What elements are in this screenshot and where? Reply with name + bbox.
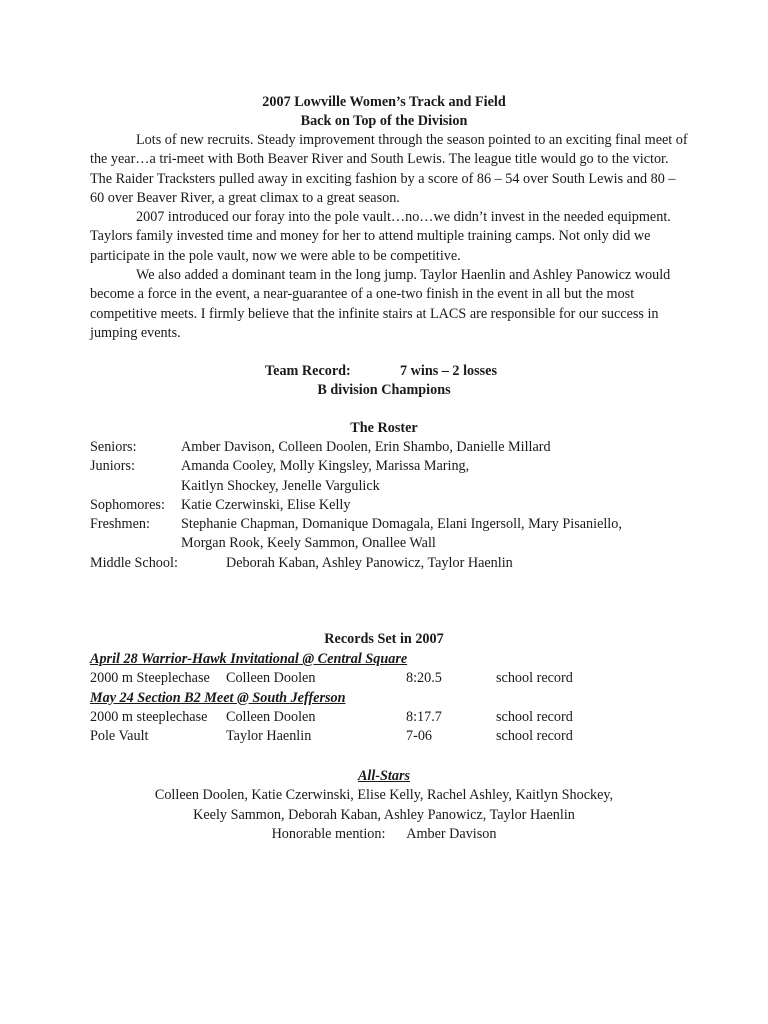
title-line-2: Back on Top of the Division <box>300 113 468 130</box>
records-list <box>90 650 690 746</box>
class-names: Deborah Kaban, Ashley Panowicz, Taylor Haenlin <box>226 554 513 571</box>
record-row <box>90 708 690 727</box>
honorable-mention <box>0 825 768 844</box>
class-names: Stephanie Chapman, Domanique Domagala, Elani Ingersoll, Mary Pisaniello, <box>181 516 622 533</box>
team-summary <box>0 362 768 401</box>
roster-row-sophomores <box>90 496 690 515</box>
meet-heading: May 24 Section B2 Meet @ South Jefferson <box>90 689 346 706</box>
record-mark: 8:17.7 <box>406 708 442 725</box>
intro-paragraph: 2007 introduced our foray into the pole vault…no…we didn’t invest in the needed equipment. Taylors family invested time and money for her to attend multiple training camps. Not only did we participate in the pole vault, now we were able to be competitive. <box>90 209 671 264</box>
class-names: Morgan Rook, Keely Sammon, Onallee Wall <box>181 535 436 552</box>
record-note: school record <box>496 728 573 745</box>
roster-title: The Roster <box>350 420 418 436</box>
team-record-value: 7 wins – 2 losses <box>400 363 497 379</box>
roster-row-middle-school <box>90 554 690 573</box>
class-label: Middle School: <box>90 554 178 571</box>
roster-row-juniors-cont <box>90 477 690 496</box>
roster-row-freshmen-cont <box>90 534 690 553</box>
team-record-label: Team Record: <box>265 363 351 379</box>
records-title: Records Set in 2007 <box>324 631 444 647</box>
roster-list <box>90 438 690 573</box>
all-stars-line: Keely Sammon, Deborah Kaban, Ashley Panowicz, Taylor Haenlin <box>193 806 575 823</box>
roster-row-freshmen <box>90 515 690 534</box>
meet-heading: April 28 Warrior-Hawk Invitational @ Central Square <box>90 651 408 667</box>
roster-row-seniors <box>90 438 690 457</box>
honorable-mention-label: Honorable mention: <box>271 825 386 842</box>
all-stars-section <box>0 767 768 844</box>
record-row <box>90 669 690 688</box>
title-line-1: 2007 Lowville Women’s Track and Field <box>262 94 506 110</box>
division-champions: B division Champions <box>317 382 451 399</box>
record-athlete: Colleen Doolen <box>226 670 316 687</box>
record-mark: 8:20.5 <box>406 670 442 687</box>
class-names: Katie Czerwinski, Elise Kelly <box>181 496 351 513</box>
class-names: Kaitlyn Shockey, Jenelle Vargulick <box>181 477 380 494</box>
class-label: Seniors: <box>90 439 137 455</box>
document-title <box>0 93 768 132</box>
record-mark: 7-06 <box>406 728 433 745</box>
record-event: Pole Vault <box>90 728 149 745</box>
record-note: school record <box>496 670 573 687</box>
record-event: 2000 m Steeplechase <box>90 670 210 687</box>
class-names: Amanda Cooley, Molly Kingsley, Marissa Maring, <box>181 458 470 475</box>
class-label: Juniors: <box>90 458 135 475</box>
class-names: Amber Davison, Colleen Doolen, Erin Shambo, Danielle Millard <box>181 439 551 455</box>
record-athlete: Taylor Haenlin <box>226 728 312 745</box>
record-event: 2000 m steeplechase <box>90 708 208 725</box>
honorable-mention-name: Amber Davison <box>406 825 497 842</box>
intro-paragraph: Lots of new recruits. Steady improvement through the season pointed to an exciting final meet of the year…a tri-meet with Both Beaver River and South Lewis. The league title would go to the victor. The Raider Tracksters pulled away in exciting fashion by a score of 86 – 54 over South Lewis and 80 – 60 over Beaver River, a great climax to a great season. <box>90 132 688 206</box>
roster-row-juniors <box>90 457 690 476</box>
class-label: Freshmen: <box>90 516 150 533</box>
class-label: Sophomores: <box>90 496 165 513</box>
record-athlete: Colleen Doolen <box>226 708 316 725</box>
intro-text <box>90 131 690 343</box>
all-stars-line: Colleen Doolen, Katie Czerwinski, Elise Kelly, Rachel Ashley, Kaitlyn Shockey, <box>154 787 614 804</box>
record-row <box>90 727 690 746</box>
record-note: school record <box>496 708 573 725</box>
all-stars-title: All-Stars <box>357 768 411 784</box>
intro-paragraph: We also added a dominant team in the long jump. Taylor Haenlin and Ashley Panowicz would become a force in the event, a near-guarantee of a one-two finish in the event in all but the most competitive meets. I firmly believe that the infinite stairs at LACS are responsible for our success in jumping events. <box>90 267 671 341</box>
